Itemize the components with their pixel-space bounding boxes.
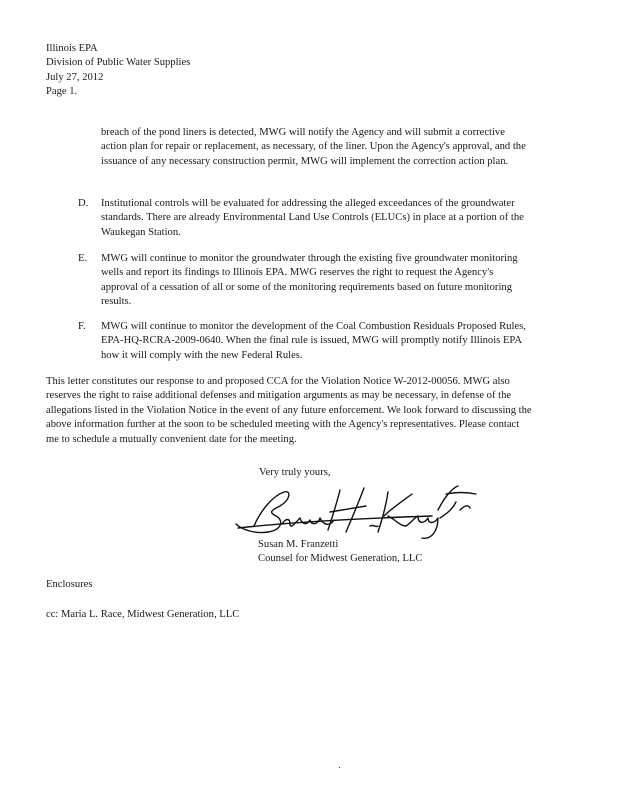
letter-header [46,42,306,100]
list-item-text: MWG will continue to monitor the development of the Coal Combustion Residuals Proposed Rules, EPA-HQ-RCRA-2009-0640. When the final rule is issued, MWG will promptly notify Illinois EPA how it will comply with the new Federal Rules. [101,321,526,361]
letter-date: July 27, 2012 [46,71,104,83]
closing-paragraph: This letter constitutes our response to and proposed CCA for the Violation Notice W-2012-00056. MWG also reserves the right to raise additional defenses and mitigation arguments as may be necessary, in defense of the allegations listed in the Violation Notice in the event of any future enforcement. We look forward to discussing the above information further at the soon to be scheduled meeting with the Agency's representatives. Please contact me to schedule a mutually convenient date for the meeting. [46,376,532,445]
signer-title: Counsel for Midwest Generation, LLC [258,553,423,565]
signer-block [258,538,422,567]
page-number: Page 1. [46,86,78,98]
list-item-letter: E. [78,253,88,264]
recipient-division: Division of Public Water Supplies [46,57,191,69]
list-item-text: Institutional controls will be evaluated for addressing the alleged exceedances of the groundwater standards. There are already Environmental Land Use Controls (ELUCs) in place at a portion of the Waukegan Station. [101,198,524,238]
handwritten-signature [232,482,482,542]
scan-speck [339,767,340,768]
cc-line: cc: Maria L. Race, Midwest Generation, LLC [46,609,240,620]
recipient-line: Illinois EPA [46,43,98,54]
list-item-letter: D. [78,198,89,209]
continued-paragraph: breach of the pond liners is detected, MWG will notify the Agency and will submit a corrective action plan for repair or replacement, as necessary, of the liner. Upon the Agency's approval, and the issuance of any necessary construction permit, MWG will implement the correction action plan. [101,127,526,167]
list-item-text: MWG will continue to monitor the groundwater through the existing five groundwater monitoring wells and report its findings to Illinois EPA. MWG reserves the right to request the Agency's approval of a cessation of all or some of the monitoring requirements based on future monitoring results. [101,253,518,308]
signer-name: Susan M. Franzetti [258,539,339,550]
list-item-letter: F. [78,321,86,332]
enclosures-label: Enclosures [46,579,93,590]
sign-off: Very truly yours, [259,467,331,478]
